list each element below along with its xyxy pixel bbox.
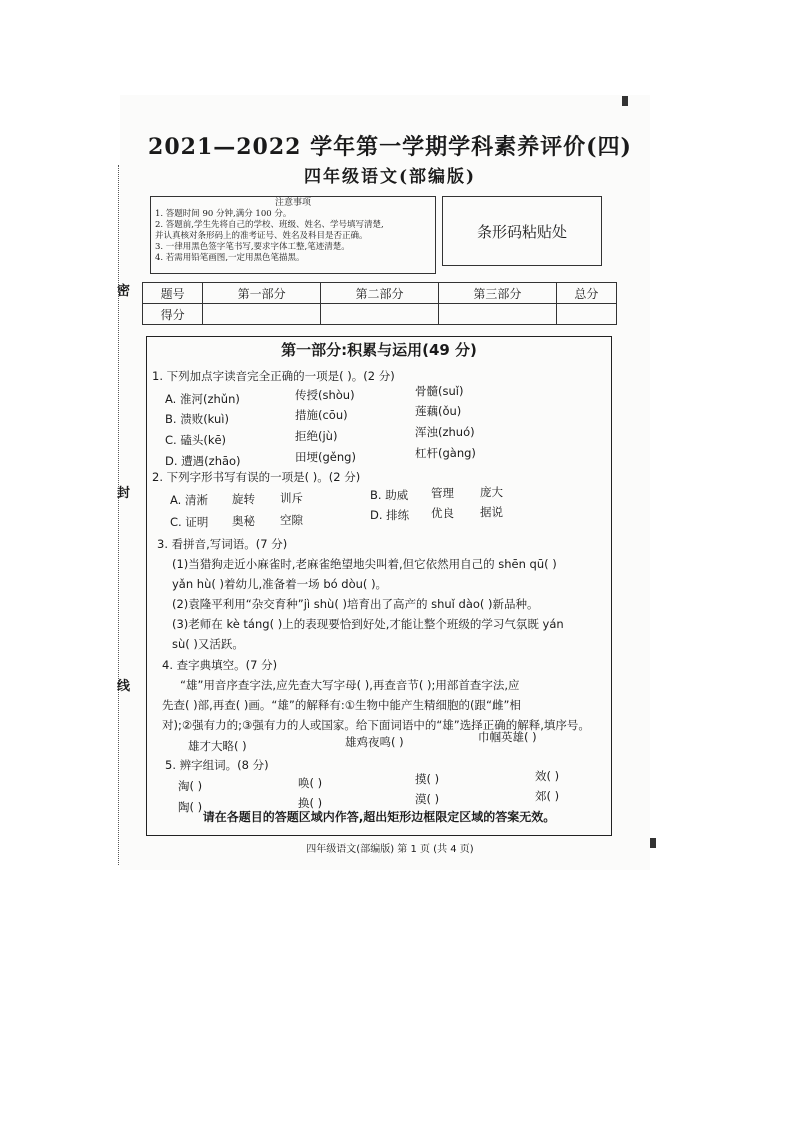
score-table-header xyxy=(143,283,617,304)
score-header-cell: 第一部分 xyxy=(203,283,321,304)
q1-option: 浑浊(zhuó) xyxy=(415,425,475,439)
q2-word: 空隙 xyxy=(280,513,303,527)
notice-item: 4. 若需用铅笔画图,一定用黑色笔描黑。 xyxy=(155,253,305,263)
q5-item: 漠( ) xyxy=(415,792,440,806)
score-row-label: 得分 xyxy=(143,304,203,325)
notice-item: 2. 答题前,学生先将自己的学校、班级、姓名、学号填写清楚, xyxy=(155,220,384,230)
exam-subtitle: 四年级语文(部编版) xyxy=(303,167,477,187)
binding-label-mi: 密 xyxy=(117,284,131,299)
q4-line: 对);②强有力的;③强有力的人或国家。给下面词语中的“雄”选择正确的解释,填序号。 xyxy=(162,718,590,732)
score-header-cell: 第二部分 xyxy=(321,283,439,304)
q4-line: 先查( )部,再查( )画。“雄”的解释有:①生物中能产生精细胞的(跟“雌”相 xyxy=(162,698,521,712)
barcode-area xyxy=(442,196,602,266)
q2-word: 据说 xyxy=(480,505,503,519)
score-cell[interactable] xyxy=(438,304,556,325)
score-table-row xyxy=(143,304,617,325)
section-title: 第一部分:积累与运用(49 分) xyxy=(281,341,477,359)
q1-option: 骨髓(suǐ) xyxy=(415,384,464,398)
q3-stem: 3. 看拼音,写词语。(7 分) xyxy=(157,537,288,551)
q2-word: 旋转 xyxy=(232,492,255,506)
q2-word: 奥秘 xyxy=(232,514,255,528)
q3-line: (2)袁隆平利用“杂交育种”jì shù( )培育出了高产的 shuǐ dào( )新品种。 xyxy=(172,597,539,611)
q5-item: 唤( ) xyxy=(298,776,323,790)
answer-area-note: 请在各题目的答题区域内作答,超出矩形边框限定区域的答案无效。 xyxy=(202,810,556,824)
q2-word: 优良 xyxy=(431,506,454,520)
score-table xyxy=(142,282,617,325)
score-cell[interactable] xyxy=(203,304,321,325)
page-footer: 四年级语文(部编版) 第 1 页 (共 4 页) xyxy=(306,844,474,855)
q2-word: C. 证明 xyxy=(170,515,209,529)
q1-option: 杠杆(gàng) xyxy=(415,446,476,460)
corner-mark-top xyxy=(622,96,628,106)
q1-option: 莲藕(ǒu) xyxy=(415,404,462,418)
q3-line: (1)当猎狗走近小麻雀时,老麻雀绝望地尖叫着,但它依然用自己的 shēn qū( ) xyxy=(172,557,557,571)
q4-item: 雄才大略( ) xyxy=(188,739,247,753)
q5-item: 陶( ) xyxy=(178,800,203,814)
binding-line xyxy=(118,165,119,865)
q5-item: 换( ) xyxy=(298,796,323,810)
q1-option: B. 溃败(kuì) xyxy=(165,412,229,426)
q2-word: 训斥 xyxy=(280,491,303,505)
q2-word: 管理 xyxy=(431,486,454,500)
score-cell[interactable] xyxy=(321,304,439,325)
q1-option: 措施(cōu) xyxy=(295,408,348,422)
notice-item: 1. 答题时间 90 分钟,满分 100 分。 xyxy=(155,209,292,219)
binding-label-xian: 线 xyxy=(117,679,131,694)
q1-stem: 1. 下列加点字读音完全正确的一项是( )。(2 分) xyxy=(152,369,395,383)
score-header-cell: 题号 xyxy=(143,283,203,304)
q5-stem: 5. 辨字组词。(8 分) xyxy=(165,758,269,772)
q4-item: 巾帼英雄( ) xyxy=(478,730,537,744)
q5-item: 郊( ) xyxy=(535,789,560,803)
notice-heading: 注意事项 xyxy=(274,198,311,208)
q1-option: 拒绝(jù) xyxy=(295,429,338,443)
q5-item: 效( ) xyxy=(535,769,560,783)
binding-label-feng: 封 xyxy=(117,486,131,501)
q5-item: 摸( ) xyxy=(415,772,440,786)
q4-item: 雄鸡夜鸣( ) xyxy=(345,735,404,749)
q1-option: D. 遭遇(zhāo) xyxy=(165,454,241,468)
q4-line: “雄”用音序查字法,应先查大写字母( ),再查音节( );用部首查字法,应 xyxy=(180,678,520,692)
q3-line: yǎn hù( )着幼儿,准备着一场 bó dòu( )。 xyxy=(172,577,388,591)
q1-option: 田埂(gěng) xyxy=(295,450,356,464)
q1-option: A. 淮河(zhǔn) xyxy=(165,392,240,406)
q2-stem: 2. 下列字形书写有误的一项是( )。(2 分) xyxy=(152,470,361,484)
notice-box xyxy=(150,196,436,274)
q1-option: C. 磕头(kē) xyxy=(165,433,227,447)
score-cell[interactable] xyxy=(556,304,616,325)
q1-option: 传授(shòu) xyxy=(295,388,355,402)
score-header-cell: 总分 xyxy=(556,283,616,304)
q2-word: A. 清淅 xyxy=(170,493,208,507)
q2-word: B. 助威 xyxy=(370,488,409,502)
q2-word: 庞大 xyxy=(480,485,503,499)
score-header-cell: 第三部分 xyxy=(438,283,556,304)
q2-word: D. 排练 xyxy=(370,508,410,522)
q4-stem: 4. 查字典填空。(7 分) xyxy=(162,658,278,672)
exam-title: 2021—2022 学年第一学期学科素养评价(四) xyxy=(148,134,632,160)
corner-mark-bottom xyxy=(650,838,656,848)
notice-item: 3. 一律用黑色签字笔书写,要求字体工整,笔迹清楚。 xyxy=(155,242,350,252)
barcode-label: 条形码粘贴处 xyxy=(476,222,567,241)
q3-line: (3)老师在 kè táng( )上的表现要恰到好处,才能让整个班级的学习气氛既 yán xyxy=(172,617,564,631)
q3-line: sù( )又活跃。 xyxy=(172,637,244,651)
notice-item: 并认真核对条形码上的准考证号、姓名及科目是否正确。 xyxy=(155,231,368,241)
q5-item: 淘( ) xyxy=(178,779,203,793)
